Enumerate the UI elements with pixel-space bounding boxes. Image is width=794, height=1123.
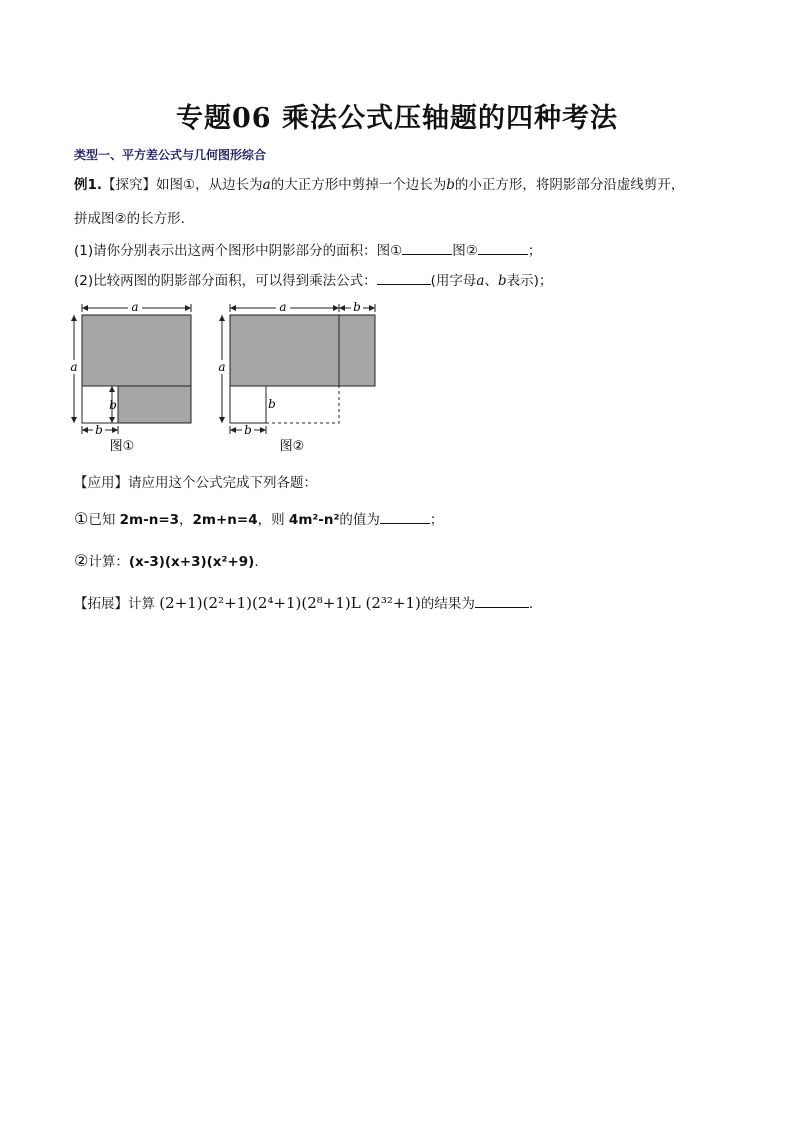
text: 图② [452, 243, 478, 259]
label-b: b [353, 300, 361, 314]
expression: (x-3)(x+3)(x²+9) [128, 554, 255, 570]
figure-1-caption: 图① [109, 439, 135, 454]
text: (1)请你分别表示出这两个图形中阴影部分的面积：图① [74, 243, 403, 259]
label-b: b [268, 397, 276, 411]
arrow [333, 305, 339, 311]
example-label: 例1. [74, 177, 103, 193]
explore-tag: 【探究】 [102, 177, 157, 193]
var-b: b [446, 177, 455, 193]
label-a: a [279, 300, 287, 314]
figure-1 [66, 298, 206, 458]
arrow [82, 427, 88, 433]
label-a: a [218, 360, 226, 374]
text: 的结果为 [420, 596, 475, 612]
text: 计算 [128, 596, 155, 612]
text: 表示)； [506, 273, 553, 289]
page-title: 专题06 乘法公式压轴题的四种考法 [176, 103, 618, 134]
var-b: b [497, 273, 507, 289]
section-heading: 类型一、平方差公式与几何图形综合 [74, 148, 267, 162]
problem-number: ① [74, 509, 89, 528]
figure-2 [212, 298, 382, 458]
example-line-1 [74, 176, 684, 194]
arrow [71, 315, 77, 321]
answer-blank[interactable] [478, 242, 528, 255]
equation: 2m+n=4 [192, 512, 258, 528]
extend-line [74, 594, 533, 613]
text: . [254, 554, 259, 570]
arrow [82, 305, 88, 311]
text: ，则 [257, 512, 285, 528]
text: ； [429, 512, 444, 528]
equation: 2m-n=3 [119, 512, 180, 528]
apply-tag: 【应用】 [74, 475, 128, 491]
shaded-top [82, 315, 191, 386]
shaded-right [339, 315, 375, 386]
shaded-bottom [118, 386, 191, 423]
label-a: a [70, 360, 78, 374]
example-line-2: 拼成图②的长方形． [74, 211, 195, 227]
arrow [109, 386, 115, 392]
question-2 [74, 272, 552, 290]
apply-problem-2 [74, 552, 259, 571]
text: 已知 [88, 512, 116, 528]
question-1 [74, 242, 541, 260]
answer-blank[interactable] [402, 242, 452, 255]
text: 的值为 [339, 512, 380, 528]
var-a: a [476, 273, 485, 289]
text: . [528, 596, 534, 612]
answer-blank[interactable] [380, 511, 430, 524]
apply-line [74, 474, 317, 492]
text: 如图①，从边长为 [156, 177, 263, 193]
label-b: b [109, 398, 117, 412]
text: (2)比较两图的阴影部分面积，可以得到乘法公式： [74, 273, 377, 289]
dashed-line [266, 386, 339, 423]
text: 的大正方形中剪掉一个边长为 [270, 177, 447, 193]
problem-number: ② [74, 551, 89, 570]
arrow [260, 427, 266, 433]
text: 的小正方形，将阴影部分沿虚线剪开， [454, 177, 685, 193]
text: ； [527, 243, 542, 259]
arrow [71, 417, 77, 423]
figure-2-caption: 图② [279, 439, 305, 454]
arrow [339, 305, 345, 311]
arrow [219, 315, 225, 321]
text: (用字母 [430, 273, 477, 289]
arrow [185, 305, 191, 311]
var-a: a [262, 177, 271, 193]
label-b: b [244, 423, 252, 437]
arrow [219, 417, 225, 423]
text: 请应用这个公式完成下列各题： [128, 475, 317, 491]
text: 、 [484, 273, 498, 289]
label-a: a [131, 300, 139, 314]
extend-tag: 【拓展】 [74, 596, 128, 612]
expression: 4m²-n² [288, 512, 340, 528]
shaded-left [230, 315, 339, 386]
arrow [112, 427, 118, 433]
arrow [230, 305, 236, 311]
lower-outline [230, 386, 266, 423]
text: 计算： [88, 554, 129, 570]
expression: (2+1)(2²+1)(2⁴+1)(2⁸+1)L (2³²+1) [159, 594, 421, 612]
answer-blank[interactable] [377, 272, 431, 285]
arrow [369, 305, 375, 311]
label-b: b [95, 423, 103, 437]
apply-problem-1 [74, 510, 443, 529]
text: ， [179, 512, 193, 528]
arrow [109, 417, 115, 423]
arrow [230, 427, 236, 433]
answer-blank[interactable] [475, 595, 529, 608]
